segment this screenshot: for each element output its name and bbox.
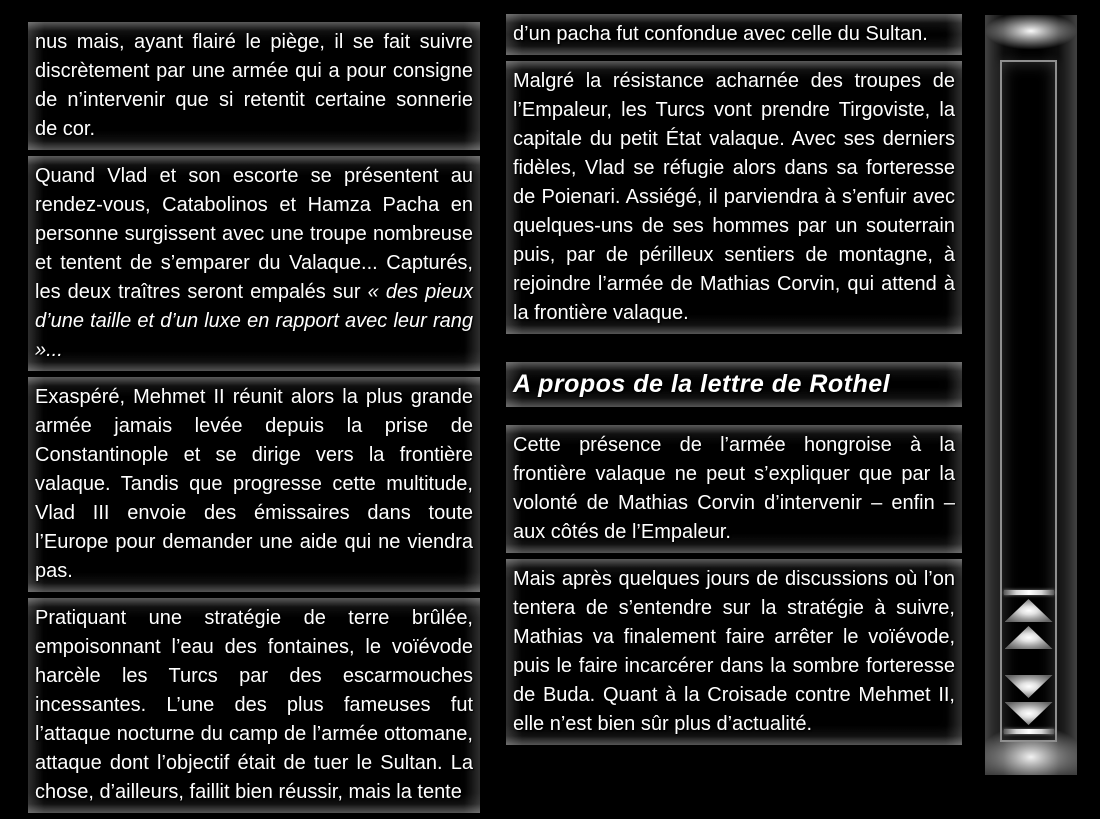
scroll-up-button[interactable] xyxy=(1005,624,1053,651)
scrollbar-controls xyxy=(1002,588,1055,736)
scroll-to-bottom-button[interactable] xyxy=(1004,700,1054,736)
paragraph-text: d’un pacha fut confondue avec celle du Sultan. xyxy=(513,23,928,45)
paragraph xyxy=(506,61,962,334)
scrollbar-track[interactable] xyxy=(1000,60,1057,742)
paragraph xyxy=(28,22,480,150)
left-column xyxy=(28,22,480,819)
bottom-limit-bar-icon xyxy=(1004,729,1054,734)
arrow-up-icon xyxy=(1005,599,1053,622)
scroll-down-button[interactable] xyxy=(1005,673,1053,700)
paragraph xyxy=(28,156,480,371)
scrollbar-panel xyxy=(985,15,1077,775)
paragraph-text: Cette présence de l’armée hongroise à la frontière valaque ne peut s’expliquer que par la volonté de Mathias Corvin d’intervenir – enfin – aux côtés de l’Empaleur. xyxy=(513,434,955,543)
arrow-down-icon xyxy=(1005,675,1053,698)
scroll-to-top-button[interactable] xyxy=(1004,588,1054,624)
paragraph xyxy=(28,377,480,592)
section-heading-text: A propos de la lettre de Rothel xyxy=(513,370,891,398)
right-column xyxy=(506,14,962,751)
quote-text: « des pieux d’une taille et d’un luxe en rapport avec leur rang »... xyxy=(35,281,473,361)
paragraph xyxy=(506,425,962,553)
paragraph-text: Pratiquant une stratégie de terre brûlée, empoisonnant l’eau des fontaines, le voïévode harcèle les Turcs par des escarmouches incessantes. L’une des plus fameuses fut l’attaque nocturne du camp de l’armée ottomane, attaque dont l’objectif était de tuer le Sultan. La chose, d’ailleurs, faillit bien réussir, mais la tente xyxy=(35,607,473,803)
section-heading xyxy=(506,362,962,407)
paragraph-text: Malgré la résistance acharnée des troupes de l’Empaleur, les Turcs vont prendre Tirgoviste, la capitale du petit État valaque. Avec ses derniers fidèles, Vlad se réfugie alors dans sa forteresse de Poienari. Assiégé, il parviendra à s’enfuir avec quelques-uns de ses hommes par un souterrain puis, par de périlleux sentiers de montagne, à rejoindre l’armée de Mathias Corvin, qui attend à la frontière valaque. xyxy=(513,70,955,324)
paragraph-text: nus mais, ayant flairé le piège, il se fait suivre discrètement par une armée qui a pour consigne de n’intervenir que si retentit certaine sonnerie de cor. xyxy=(35,31,473,140)
paragraph xyxy=(28,598,480,813)
arrow-down-icon xyxy=(1005,702,1053,725)
top-limit-bar-icon xyxy=(1004,590,1054,595)
paragraph xyxy=(506,14,962,55)
paragraph-text: Exaspéré, Mehmet II réunit alors la plus grande armée jamais levée depuis la prise de Constantinople et se dirige vers la frontière valaque. Tandis que progresse cette multitude, Vlad III envoie des émissaires dans toute l’Europe pour demander une aide qui ne viendra pas. xyxy=(35,386,473,582)
paragraph-text: Quand Vlad et son escorte se présentent au rendez-vous, Catabolinos et Hamza Pacha en personne surgissent avec une troupe nombreuse et tentent de s’emparer du Valaque... Capturés, les deux traîtres seront empalés sur xyxy=(35,165,473,303)
arrow-up-icon xyxy=(1005,626,1053,649)
paragraph xyxy=(506,559,962,745)
paragraph-text: Mais après quelques jours de discussions où l’on tentera de s’entendre sur la stratégie à suivre, Mathias va finalement faire arrêter le voïévode, puis le faire incarcérer dans la sombre forteresse de Buda. Quant à la Croisade contre Mehmet II, elle n’est bien sûr plus d’actualité. xyxy=(513,568,955,735)
